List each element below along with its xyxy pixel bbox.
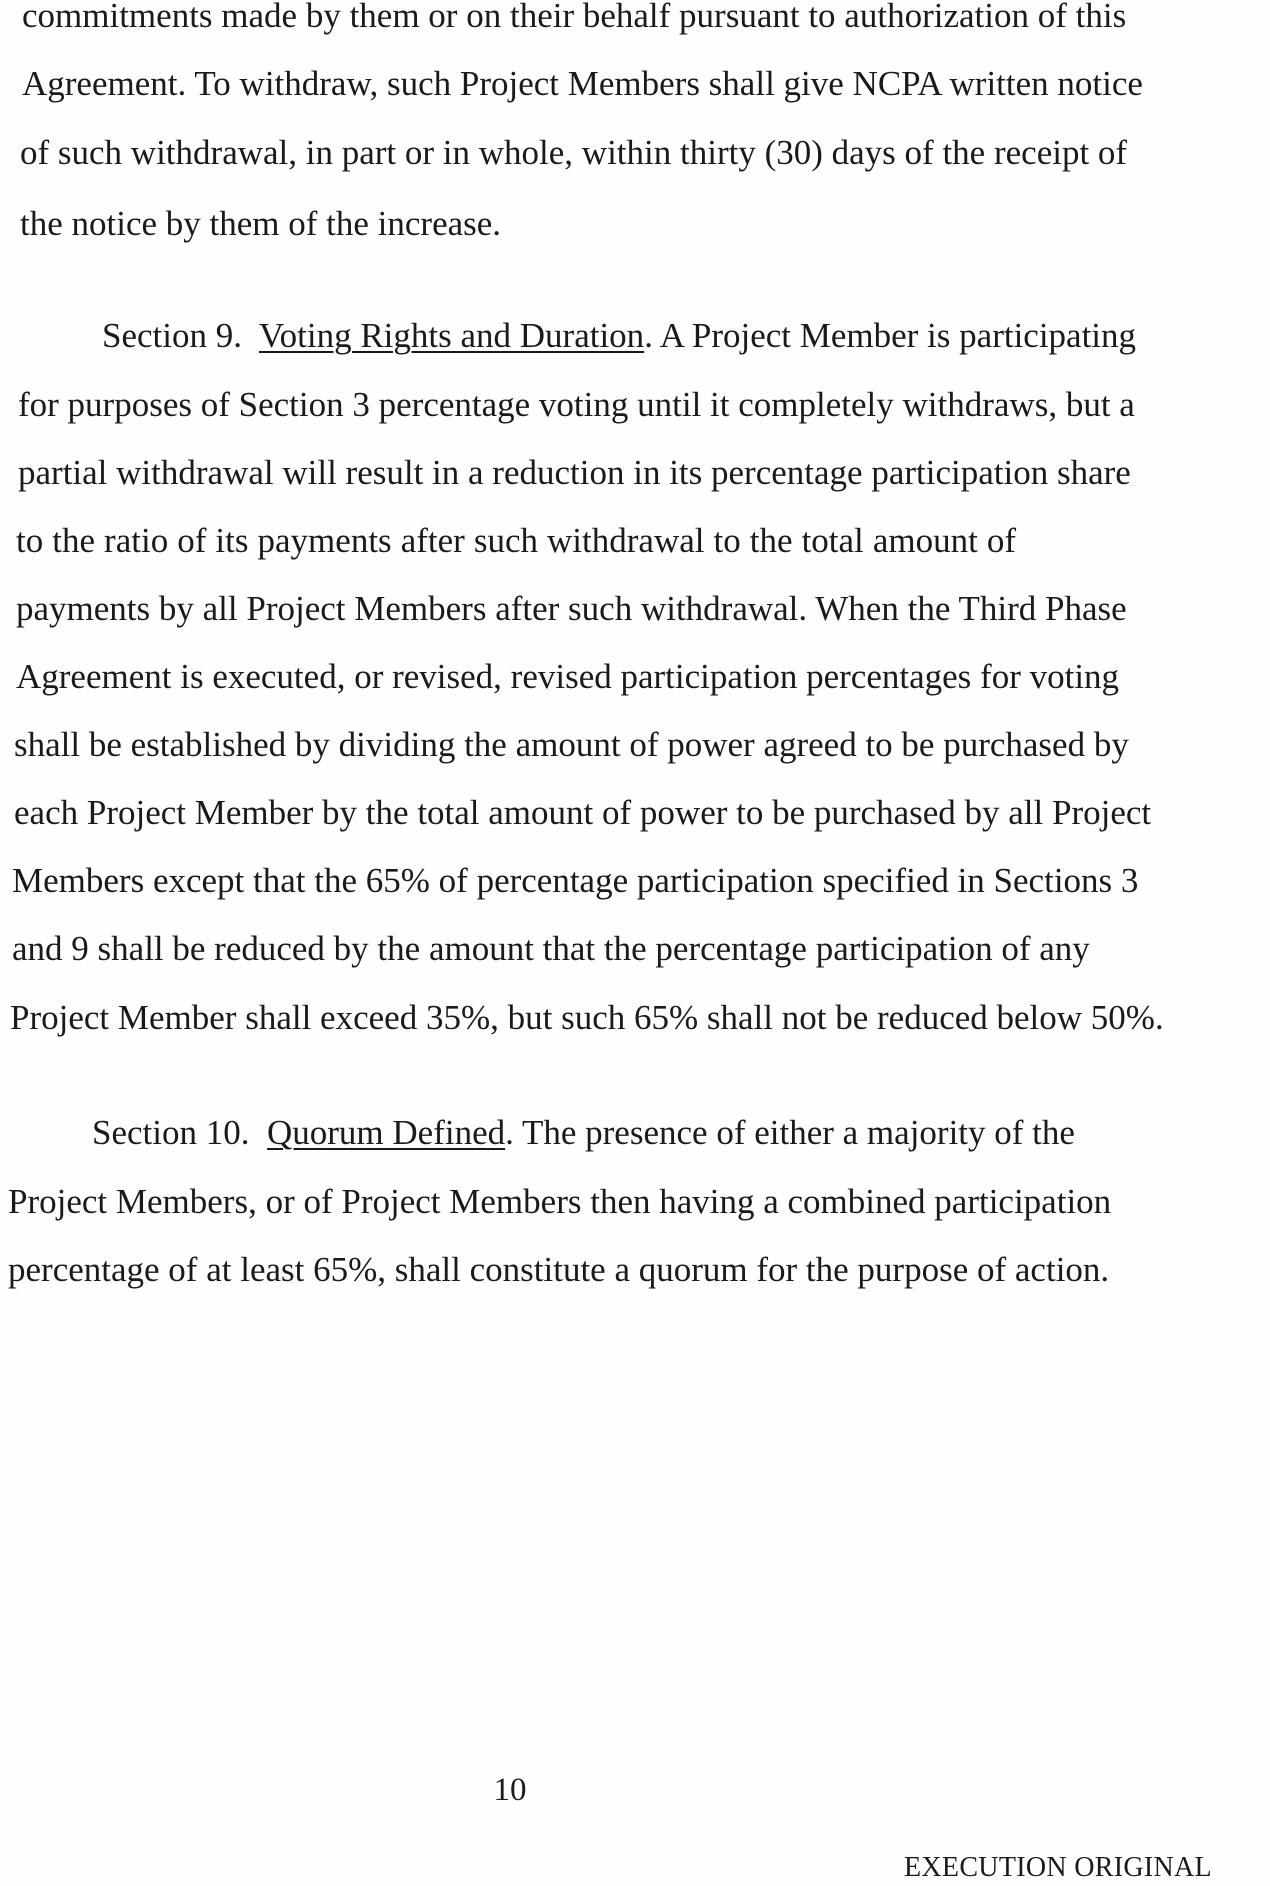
section-9-first-line bbox=[102, 314, 1137, 358]
section-9-heading: Voting Rights and Duration bbox=[258, 316, 645, 355]
carryover-line-3: of such withdrawal, in part or in whole, within thirty (30) days of the receipt of bbox=[20, 133, 1128, 172]
section-9-line: partial withdrawal will result in a reduction in its percentage participation share bbox=[18, 453, 1131, 492]
footer-label: EXECUTION ORIGINAL bbox=[904, 1852, 1212, 1883]
carryover-line-4: the notice by them of the increase. bbox=[20, 204, 502, 243]
section-9-line: Members except that the 65% of percentage participation specified in Sections 3 bbox=[12, 861, 1139, 900]
carryover-line-2: Agreement. To withdraw, such Project Members shall give NCPA written notice bbox=[22, 64, 1143, 103]
section-10-line: Project Members, or of Project Members then having a combined participation bbox=[8, 1182, 1112, 1221]
section-10-number: Section 10. bbox=[92, 1113, 250, 1152]
page-number: 10 bbox=[493, 1772, 527, 1808]
section-9-first-line-text: . A Project Member is participating bbox=[644, 316, 1137, 355]
section-9-number: Section 9. bbox=[102, 316, 242, 355]
section-10-first-line-text: . The presence of either a majority of the bbox=[505, 1113, 1075, 1152]
section-10-first-line bbox=[92, 1111, 1075, 1155]
section-9-line: payments by all Project Members after such withdrawal. When the Third Phase bbox=[16, 589, 1127, 628]
section-10-heading: Quorum Defined bbox=[266, 1113, 506, 1152]
section-9-line: Agreement is executed, or revised, revised participation percentages for voting bbox=[16, 657, 1120, 696]
section-9-line: and 9 shall be reduced by the amount that the percentage participation of any bbox=[12, 929, 1090, 968]
carryover-line-1: commitments made by them or on their behalf pursuant to authorization of this bbox=[22, 0, 1127, 35]
section-9-line: shall be established by dividing the amount of power agreed to be purchased by bbox=[14, 725, 1129, 764]
section-9-line: to the ratio of its payments after such withdrawal to the total amount of bbox=[16, 521, 1016, 560]
section-9-line: Project Member shall exceed 35%, but such 65% shall not be reduced below 50%. bbox=[10, 998, 1164, 1037]
section-9-line: each Project Member by the total amount of power to be purchased by all Project bbox=[14, 793, 1152, 832]
section-9-line: for purposes of Section 3 percentage voting until it completely withdraws, but a bbox=[18, 385, 1135, 424]
section-10-line: percentage of at least 65%, shall constitute a quorum for the purpose of action. bbox=[8, 1250, 1110, 1289]
